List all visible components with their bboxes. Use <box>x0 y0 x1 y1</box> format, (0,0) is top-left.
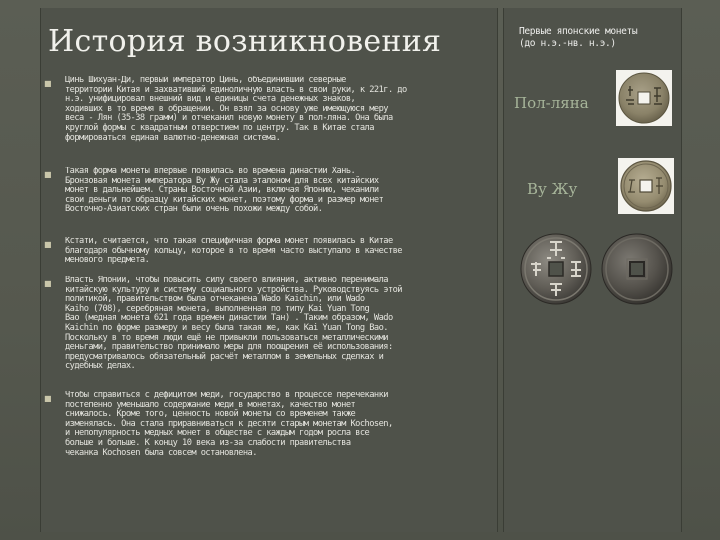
bullet-line: Kaiho (708), серебряная монета, выполненная по типу Kai Yuan Tong <box>65 303 370 314</box>
bullet-line: и непопулярность медных монет в обществе с каждым годом росла все <box>65 428 370 439</box>
bullet-line: монет в дальнейшем. Страны Восточной Азии, включая Японию, чеканили <box>65 185 379 196</box>
bullet-line: политикой, правительством была отчеканена Wado Kaichin, или Wado <box>65 294 365 305</box>
bullet-line: больше и больше. К концу 10 века из-за слабости правительства <box>65 437 351 448</box>
bullet-text <box>65 276 492 372</box>
square-bullet-icon: ■ <box>44 79 52 88</box>
bullet-line: деньгами, правительство принимало меры для поощрения её использования: <box>65 342 393 353</box>
coin-label-half-liang: Пол-ляна <box>514 94 589 112</box>
bullet-line: Бронзовая монета императора Ву Жу стала эталоном для всех китайских <box>65 175 379 186</box>
coin-label-wu-zhu: Ву Жу <box>527 180 578 198</box>
slide-title: История возникновения <box>48 24 442 59</box>
bullet-line: постепенно уменьшало содержание меди в монетах, качество монет <box>65 399 356 410</box>
side-heading-line: Первые японские монеты <box>519 26 638 37</box>
bullet-text <box>65 167 492 215</box>
bullet-line: Восточно-Азиатских стран были очень похожи между собой. <box>65 204 323 215</box>
square-bullet-icon: ■ <box>44 279 52 288</box>
bullet-line: снижалось. Кроме того, ценность новой монеты со временем также <box>65 409 356 420</box>
bullet-line: чеканка Kochosen была совсем остановлена. <box>65 447 257 458</box>
bullet-line: Поскольку в то время люди ещё не привыкли пользоваться металлическими <box>65 332 388 343</box>
bullet-text <box>65 237 492 266</box>
bullet-line: благодаря обычному кольцу, которое в то время часто выступало в качестве <box>65 245 402 256</box>
bullet-line: свои деньги по образцу китайских монет, поэтому форма и размер монет <box>65 194 384 205</box>
bullet-line: формироваться единая валютно-денежная система. <box>65 132 281 143</box>
bullet-line: китайскую культуру и систему социального устройства. Руководствуясь этой <box>65 284 402 295</box>
coin-kai-yuan-back-image <box>600 232 674 306</box>
bullet-line: веса - Лян (35-38 грамм) и отчеканил новую монету в пол-ляна. Она была <box>65 113 393 124</box>
bullet-line: Такая форма монеты впервые появилась во времена династии Хань. <box>65 167 356 176</box>
coin-kai-yuan-front-image <box>519 232 593 306</box>
bullet-line: территории Китая и захвативший единоличную власть в свои руки, к 221г. до <box>65 84 407 95</box>
bullet-line: изменялась. Она стала приравниваться к десяти старым монетам Kochosen, <box>65 418 393 429</box>
square-bullet-icon: ■ <box>44 170 52 179</box>
coin-wu-zhu-image <box>618 158 674 214</box>
side-heading <box>519 26 677 50</box>
bullet-line: круглой формы с квадратным отверстием по центру. Так в Китае стала <box>65 122 374 133</box>
bullet-line: Власть Японии, чтобы повысить силу своего влияния, активно перенимала <box>65 276 388 285</box>
bullet-line: Кстати, считается, что такая специфичная форма монет появилась в Китае <box>65 237 393 246</box>
square-bullet-icon: ■ <box>44 394 52 403</box>
bullet-line: ходивших в то время в обращении. Он взял за основу уже имеющуюся меру <box>65 103 388 114</box>
bullet-line: Чтобы справиться с дефицитом меди, государство в процессе перечеканки <box>65 391 388 400</box>
bullet-text <box>65 391 492 458</box>
bullet-line: судебных делах. <box>65 361 136 372</box>
bullet-line: менового предмета. <box>65 255 150 266</box>
bullet-line: Kaichin по форме размеру и весу была такая же, как Kai Yuan Tong Bao. <box>65 322 388 333</box>
side-heading-line: (до н.э.-нв. н.э.) <box>519 38 616 49</box>
bullet-line: Bao (медная монета 621 года времен династии Тан) . Таким образом, Wado <box>65 313 393 324</box>
bullet-line: предусматривалось обязательный расчёт металлом в земельных сделках и <box>65 351 384 362</box>
bullet-line: н.э. унифицировал внешний вид и единицы счета денежных знаков, <box>65 94 356 105</box>
bullet-text <box>65 76 492 143</box>
square-bullet-icon: ■ <box>44 240 52 249</box>
coin-half-liang-image <box>616 70 672 126</box>
bullet-line: Цинь Шихуан-Ди, первый император Цинь, объединивший северные <box>65 76 346 85</box>
